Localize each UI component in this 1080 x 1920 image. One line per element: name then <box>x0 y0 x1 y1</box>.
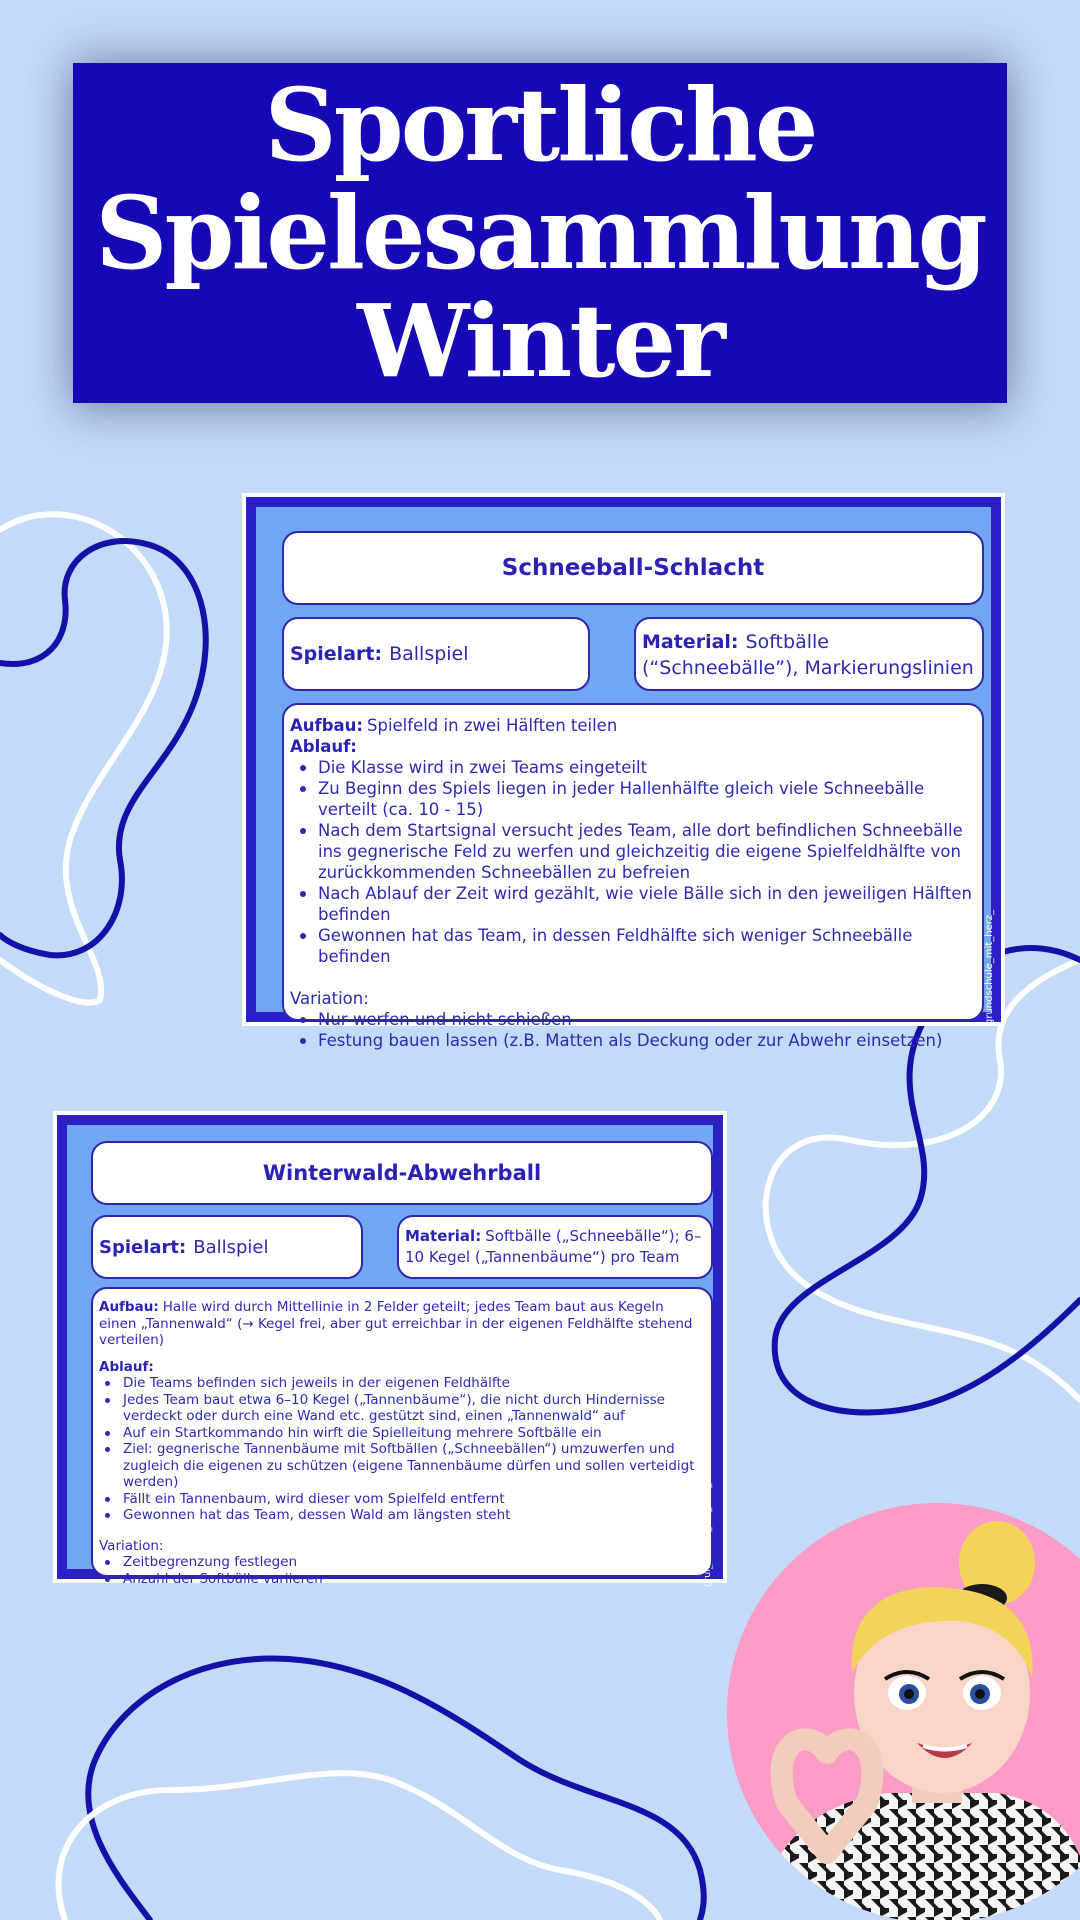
title-banner <box>73 63 1007 403</box>
title-line-1: Sportliche <box>264 66 816 184</box>
list-item: Gewonnen hat das Team, dessen Wald am längsten steht <box>123 1507 705 1524</box>
variation-list <box>99 1554 705 1587</box>
material-label: Material: <box>405 1227 482 1245</box>
list-item: Nur werfen und nicht schießen <box>318 1009 976 1030</box>
avatar <box>727 1503 1080 1920</box>
card-inner <box>67 1125 713 1587</box>
card-body <box>282 703 984 1050</box>
list-item: Nach dem Startsignal versucht jedes Team, alle dort befindlichen Schneebälle ins gegnerische Feld zu werfen und gleichzeitig die eigene Spielfeldhälfte von zurückkommenden Schneebällen zu befreien <box>318 820 976 883</box>
list-item: Jedes Team baut etwa 6–10 Kegel („Tannenbäume“), die nicht durch Hindernisse verdeckt oder durch eine Wand etc. gestützt sind, einen „Tannenwald“ auf <box>123 1392 705 1425</box>
list-item: Die Klasse wird in zwei Teams eingeteilt <box>318 757 976 778</box>
card-inner <box>256 507 995 1050</box>
list-item: Zeitbegrenzung festlegen <box>123 1554 705 1571</box>
list-item: Die Teams befinden sich jeweils in der eigenen Feldhälfte <box>123 1375 705 1392</box>
title-line-3: Winter <box>357 282 723 400</box>
card-title: Schneeball-Schlacht <box>282 531 984 605</box>
aufbau-line <box>290 715 976 736</box>
aufbau-label: Aufbau: <box>290 716 363 735</box>
aufbau-value: Halle wird durch Mittellinie in 2 Felder geteilt; jedes Team baut aus Kegeln einen „Tannenwald“ (→ Kegel frei, aber gut erreichbar in der eigenen Feldhälfte stehend verteilen) <box>99 1299 693 1348</box>
ablauf-label: Ablauf: <box>99 1358 154 1375</box>
game-card-schneeball-schlacht <box>242 493 1005 1050</box>
material-label: Material: <box>642 631 739 653</box>
aufbau-label: Aufbau: <box>99 1299 159 1315</box>
ablauf-list <box>290 757 976 967</box>
material-value: Softbälle (“Schneebälle”), Markierungslinien <box>642 631 974 679</box>
spielart-label: Spielart: <box>290 643 383 665</box>
spielart-field <box>282 617 590 691</box>
list-item: Ziel: gegnerische Tannenbäume mit Softbällen („Schneebällen“) umzuwerfen und zugleich die eigenen zu schützen (eigene Tannenbäume dürfen und sollen verteidigt werden) <box>123 1441 705 1491</box>
variation-label: Variation: <box>99 1537 164 1554</box>
title-line-2: Spielesammlung <box>95 174 985 292</box>
list-item: Festung bauen lassen (z.B. Matten als Deckung oder zur Abwehr einsetzen) <box>318 1030 976 1051</box>
ablauf-label: Ablauf: <box>290 737 357 756</box>
ablauf-list <box>99 1375 705 1524</box>
list-item: Anzahl der Softbälle variieren <box>123 1571 705 1588</box>
spielart-value: Ballspiel <box>389 643 469 665</box>
material-field <box>634 617 984 691</box>
list-item: Fällt ein Tannenbaum, wird dieser vom Spielfeld entfernt <box>123 1491 705 1508</box>
card-body <box>91 1287 713 1587</box>
aufbau-value: Spielfeld in zwei Hälften teilen <box>367 716 618 735</box>
spielart-field <box>91 1215 363 1279</box>
variation-list <box>290 1009 976 1051</box>
spielart-label: Spielart: <box>99 1236 187 1258</box>
variation-label: Variation: <box>290 989 369 1008</box>
aufbau-line <box>99 1299 705 1349</box>
list-item: Zu Beginn des Spiels liegen in jeder Hallenhälfte gleich viele Schneebälle verteilt (ca. 10 - 15) <box>318 778 976 820</box>
list-item: Nach Ablauf der Zeit wird gezählt, wie viele Bälle sich in den jeweiligen Hälften befinden <box>318 883 976 925</box>
game-card-winterwald-abwehrball <box>53 1111 727 1587</box>
spielart-value: Ballspiel <box>193 1236 269 1258</box>
watermark: grundschule_mit_herz_ <box>703 1483 713 1587</box>
card-title: Winterwald-Abwehrball <box>91 1141 713 1205</box>
list-item: Auf ein Startkommando hin wirft die Spielleitung mehrere Softbälle ein <box>123 1425 705 1442</box>
list-item: Gewonnen hat das Team, in dessen Feldhälfte sich weniger Schneebälle befinden <box>318 925 976 967</box>
avatar-illustration <box>727 1503 1080 1920</box>
watermark: grundschule_mit_herz_ <box>984 909 995 1025</box>
material-value: Softbälle („Schneebälle“); 6–10 Kegel („Tannenbäume“) pro Team <box>405 1227 702 1266</box>
material-field <box>397 1215 713 1279</box>
